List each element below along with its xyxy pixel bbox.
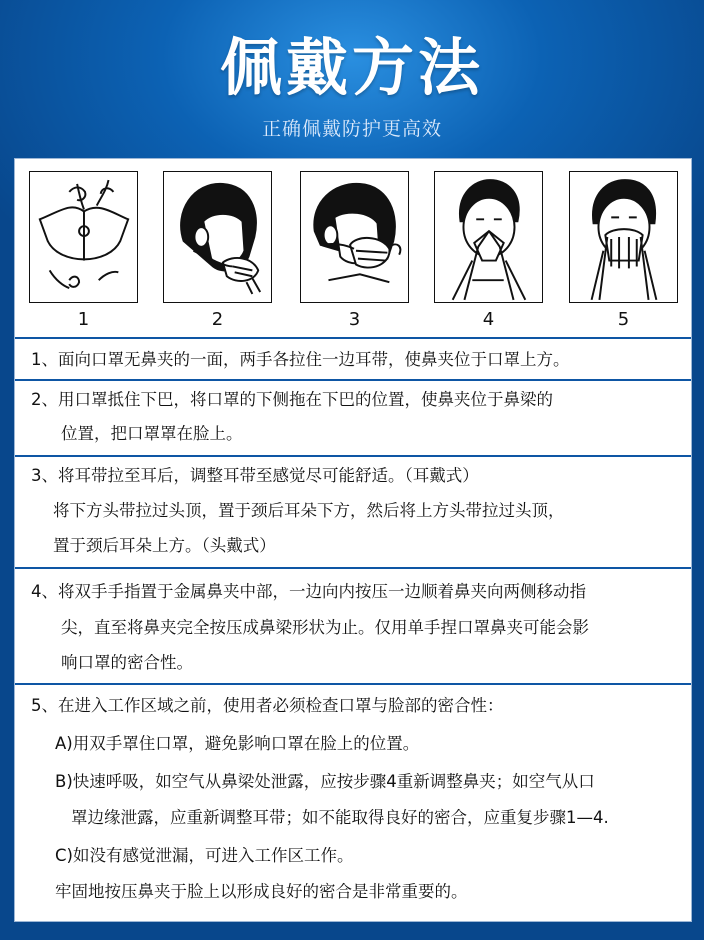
instruction-step-4	[15, 567, 691, 683]
figure-number: 2	[211, 309, 224, 330]
adjust-ear-strap-illustration-icon	[300, 171, 409, 303]
figure-number: 3	[348, 309, 361, 330]
figure-number: 5	[617, 309, 630, 330]
instruction-line: 响口罩的密合性。	[61, 653, 193, 672]
instruction-line: 1、面向口罩无鼻夹的一面，两手各拉住一边耳带，使鼻夹位于口罩上方。	[31, 350, 570, 369]
instruction-line: A)用双手罩住口罩，避免影响口罩在脸上的位置。	[55, 734, 420, 753]
instruction-line: 牢固地按压鼻夹于脸上以形成良好的密合是非常重要的。	[55, 882, 468, 901]
instruction-line: 尖，直至将鼻夹完全按压成鼻梁形状为止。仅用单手捏口罩鼻夹可能会影	[61, 618, 589, 637]
seal-check-illustration-icon	[569, 171, 678, 303]
instruction-step-5	[15, 683, 691, 921]
instruction-line: 2、用口罩抵住下巴，将口罩的下侧拖在下巴的位置，使鼻夹位于鼻梁的	[31, 390, 553, 409]
figure-number: 1	[77, 309, 90, 330]
instruction-line: 5、在进入工作区域之前，使用者必须检查口罩与脸部的密合性：	[31, 696, 504, 715]
mask-under-chin-illustration-icon	[163, 171, 272, 303]
instruction-line: 罩边缘泄露，应重新调整耳带；如不能取得良好的密合，应重复步骤1—4.	[71, 808, 609, 827]
figure-strip	[15, 159, 691, 337]
instruction-line: 将下方头带拉过头顶，置于颈后耳朵下方，然后将上方头带拉过头顶，	[53, 501, 565, 520]
instruction-line: 3、将耳带拉至耳后，调整耳带至感觉尽可能舒适。（耳戴式）	[31, 466, 479, 485]
instruction-step-3	[15, 455, 691, 567]
figure-number: 4	[482, 309, 495, 330]
instruction-line: C)如没有感觉泄漏，可进入工作区工作。	[55, 846, 354, 865]
page-subtitle: 正确佩戴防护更高效	[261, 118, 442, 140]
instruction-line: 置于颈后耳朵上方。（头戴式）	[53, 536, 276, 555]
instruction-step-1	[15, 337, 691, 379]
page-title: 佩戴方法	[219, 31, 484, 104]
press-nose-clip-illustration-icon	[434, 171, 543, 303]
mask-unfold-illustration-icon	[29, 171, 138, 303]
instruction-line: B)快速呼吸，如空气从鼻梁处泄露，应按步骤4重新调整鼻夹；如空气从口	[55, 772, 595, 791]
instruction-line: 4、将双手手指置于金属鼻夹中部，一边向内按压一边顺着鼻夹向两侧移动指	[31, 582, 586, 601]
instructions-panel	[14, 158, 692, 922]
instruction-line: 位置，把口罩罩在脸上。	[61, 424, 243, 443]
instruction-step-2	[15, 379, 691, 455]
